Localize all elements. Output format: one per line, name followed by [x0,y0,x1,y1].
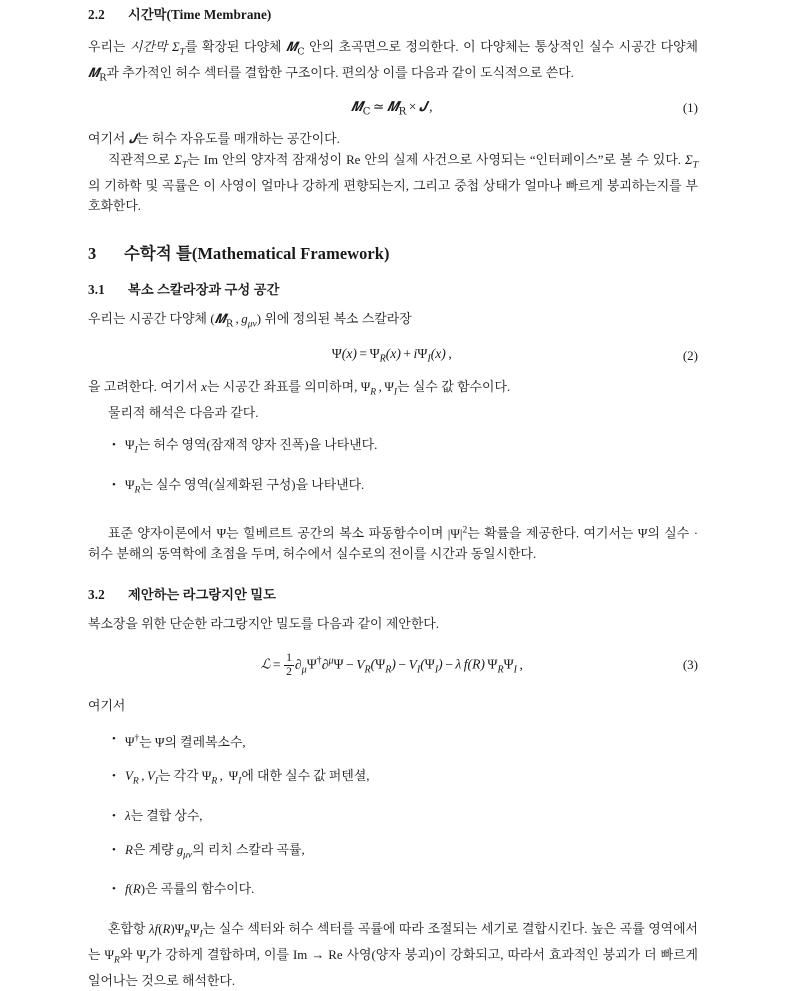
list-item [88,435,698,461]
text-frag: 과 추가적인 허수 섹터를 결합한 구조이다. 편의상 이를 다음과 같이 도식적으로 쓴다. [106,65,574,80]
heading-section-3-1 [88,281,698,298]
math-psi-I-term: $\Psi_I$ [228,768,242,787]
math-psi-I-item: $\Psi_I$ [125,438,138,456]
text-frag: 우리는 시공간 다양체 ( [88,311,215,326]
math-psi-squared: $|\Psi|^2$ [447,524,468,541]
bullet-icon: • [112,883,116,896]
text-frag: ) 위에 정의된 복소 스칼라장 [256,311,412,326]
bullet-icon: • [112,478,116,491]
text-frag: 의 기하학 및 곡률은 이 사영이 얼마나 강하게 편향되는지, 그리고 중첩 상태가 얼마나 빠르게 붕괴하는지를 부호화한다. [88,179,698,214]
list-terms [88,729,698,899]
text-frag: 가 강하게 결합하며, 이를 Im → Re 사영(양자 붕괴)이 강화되고, 따라서 효과적인 붕괴가 더 빠르게 일어나는 것으로 해석한다. [88,947,699,988]
list-item-text: 의 켤레복소수, [164,734,246,749]
list-item: • f(R)은 곡률의 함수이다. [88,879,698,899]
math-manifold-C: 𝑴$_C$ [285,40,305,58]
math-psi: Ψ [154,734,165,749]
heading-number-3-1: 3.1 [88,281,105,297]
paragraph-complex-scalar-intro: 우리는 시공간 다양체 (𝑴$_R$ , $g_{\mu\nu}$) 위에 정의된 복소 스칼라장 [88,311,412,330]
paragraph-standard-qm-contrast [88,520,698,564]
text-frag: 여기서 [88,132,129,147]
list-item-text: 에 대한 실수 값 퍼텐셜, [241,768,370,783]
bullet-icon: • [112,439,116,452]
heading-title-3-1: 복소 스칼라장과 구성 공간 [128,281,280,297]
math-psi-R: $\Psi_R$ [360,380,377,398]
math-V-I: $V_I$ [146,768,158,787]
heading-section-3 [88,243,698,265]
paragraph-physical-interpretation-lead: 물리적 해석은 다음과 같다. [108,405,259,420]
emph-time-membrane: 시간막 [129,40,168,54]
bullet-icon: • [112,732,116,745]
list-item [88,729,698,752]
text-frag: 를 확장된 다양체 [184,40,286,54]
list-item-text: 는 각각 [158,768,202,783]
math-manifold-R: 𝑴$_R$ [88,65,107,84]
math-x: x [201,380,207,395]
text-frag: 우리는 [88,40,130,54]
ko-particle: 는 [139,734,152,749]
math-psi-R-3: $\Psi_R$ [104,947,120,966]
paragraph-mixing-term-discussion: 혼합항 $\lambda f(R)\Psi_R\Psi_I$는 실수 섹터와 허수 섹터를 곡률에 따라 조절되는 세기로 결합시킨다. 높은 곡률 영역에서는 $\Psi_R$와 $\Psi_I$가 강하게 결합하며, 이를 Im → Re 사영(양자 붕괴)이 강화되고, 따라서 효과적인 붕괴가 더 빠르게 일어나는 것으로 해석한다. [88,922,699,988]
math-psi-R-item: $\Psi_R$ [125,477,141,496]
math-sigma-T-3: $\Sigma_T$ [685,153,698,172]
text-frag: 는 확률을 제공한다. 여기서는 Ψ의 실수 · 허수 분해의 동역학에 초점을 두며, 허수에서 실수로의 전이를 시간과 동일시한다. [88,526,698,561]
equation-2-number: (2) [682,347,698,363]
text-frag: 혼합항 [108,922,150,937]
math-mixing-term: λf [149,922,159,937]
bullet-icon: • [112,843,116,856]
list-item: • $V_R$ , $V_I$는 각각 $\Psi_R$ , $\Psi_I$에 대한 실수 값 퍼텐셜, [88,766,698,792]
text-frag: 표준 양자이론에서 Ψ는 힐베르트 공간의 복소 파동함수이며 [108,526,448,541]
math-metric-g: $g_{\mu\nu}$ [241,311,257,330]
math-psi-dagger: Ψ† [125,732,140,749]
math-psi-I: $\Psi_I$ [384,380,398,398]
list-interpretation [88,435,698,500]
list-item-text: 은 계량 [132,842,177,857]
list-item [88,806,698,826]
math-manifold-R-2: 𝑴$_R$ [214,311,234,330]
paragraph-where-lead: 여기서 [88,699,126,714]
math-sigma-T-2: $\Sigma_T$ [174,153,188,172]
math-lambda: λ [125,808,131,823]
text-frag: 는 실수 값 함수이다. [397,380,511,395]
list-item-text: 의 리치 스칼라 곡률, [192,842,305,857]
math-psi-I-3: $\Psi_I$ [136,947,150,966]
paragraph-imaginary-dof [88,129,698,150]
paragraph-interface-intuition [88,150,698,216]
text-frag: 와 [119,947,137,962]
math-R: R [125,842,133,857]
list-item-text: 는 결합 상수, [130,808,203,823]
heading-title-3-2: 제안하는 라그랑지안 밀도 [128,587,277,603]
equation-3-body: ℒ = $\frac{1}{2}$ $\partial_\mu\Psi^\dagger\partial^\mu\Psi - V_R(\Psi_R) - V_I(\Psi_I) - \lambda$ f(R) $\Psi_R\Psi_I$ , [260,651,523,678]
equation-1 [88,99,698,118]
list-item-text: 는 허수 영역(잠재적 양자 진폭)을 나타낸다. [137,438,378,453]
equation-1-body: 𝑴$_C$ ≃ 𝑴$_R$ × 𝑱 , [350,98,433,118]
equation-2-body: $\Psi(x) = \Psi_R(x) + i\Psi_I(x)$ , [331,346,452,366]
list-item-text: 은 곡률의 함수이다. [145,882,255,897]
heading-title-2-2: 시간막(Time Membrane) [128,7,272,22]
heading-title-3: 수학적 틀(Mathematical Framework) [124,243,390,263]
text-frag: 는 Im 안의 양자적 잠재성이 Re 안의 실제 사건으로 사영되는 “인터페이스”로 볼 수 있다. [187,153,686,168]
math-psi-R-term: $\Psi_R$ [201,768,218,787]
paragraph-time-membrane-definition [88,37,698,89]
page-content [88,6,698,991]
heading-section-3-2 [88,586,698,603]
math-V-R: $V_R$ [125,768,139,787]
text-frag: 직관적으로 [108,153,175,168]
equation-3-number: (3) [682,657,698,673]
equation-3 [88,652,698,678]
equation-1-number: (1) [682,99,698,115]
paragraph-lagrangian-proposal: 복소장을 위한 단순한 라그랑지안 밀도를 다음과 같이 제안한다. [88,617,439,632]
text-frag: 안의 초곡면으로 정의한다. 이 다양체는 통상적인 실수 시공간 다양체 [304,40,698,54]
math-space-I: 𝑱 [128,132,137,148]
text-frag: 는 허수 자유도를 매개하는 공간이다. [136,132,340,147]
fraction-one-half: $\frac{1}{2}$ [286,651,292,678]
text-frag: 는 시공간 좌표를 의미하며, [206,380,361,395]
bullet-icon: • [112,809,116,822]
bullet-icon: • [112,769,116,782]
math-metric-g-2: $g_{\mu\nu}$ [176,842,193,861]
heading-number-3: 3 [88,243,97,263]
text-frag: 는 실수 섹터와 허수 섹터를 곡률에 따라 조절되는 세기로 결합시킨다. 높은 곡률 영역에서는 [88,922,699,962]
math-sigma-T: $\Sigma_T$ [171,40,185,58]
math-f-of-R: f [125,882,129,897]
heading-number-2-2: 2.2 [88,7,105,22]
heading-number-3-2: 3.2 [88,587,105,603]
paragraph-real-valued-functions: 을 고려한다. 여기서 x는 시공간 좌표를 의미하며, $\Psi_R$ , $\Psi_I$는 실수 값 함수이다. [88,380,511,398]
equation-2 [88,346,698,365]
text-frag: 을 고려한다. 여기서 [88,380,202,395]
heading-section-2-2 [88,6,698,23]
list-item [88,840,698,866]
list-item [88,475,698,501]
list-item-text: 는 실수 영역(실제화된 구성)을 나타낸다. [140,477,365,492]
